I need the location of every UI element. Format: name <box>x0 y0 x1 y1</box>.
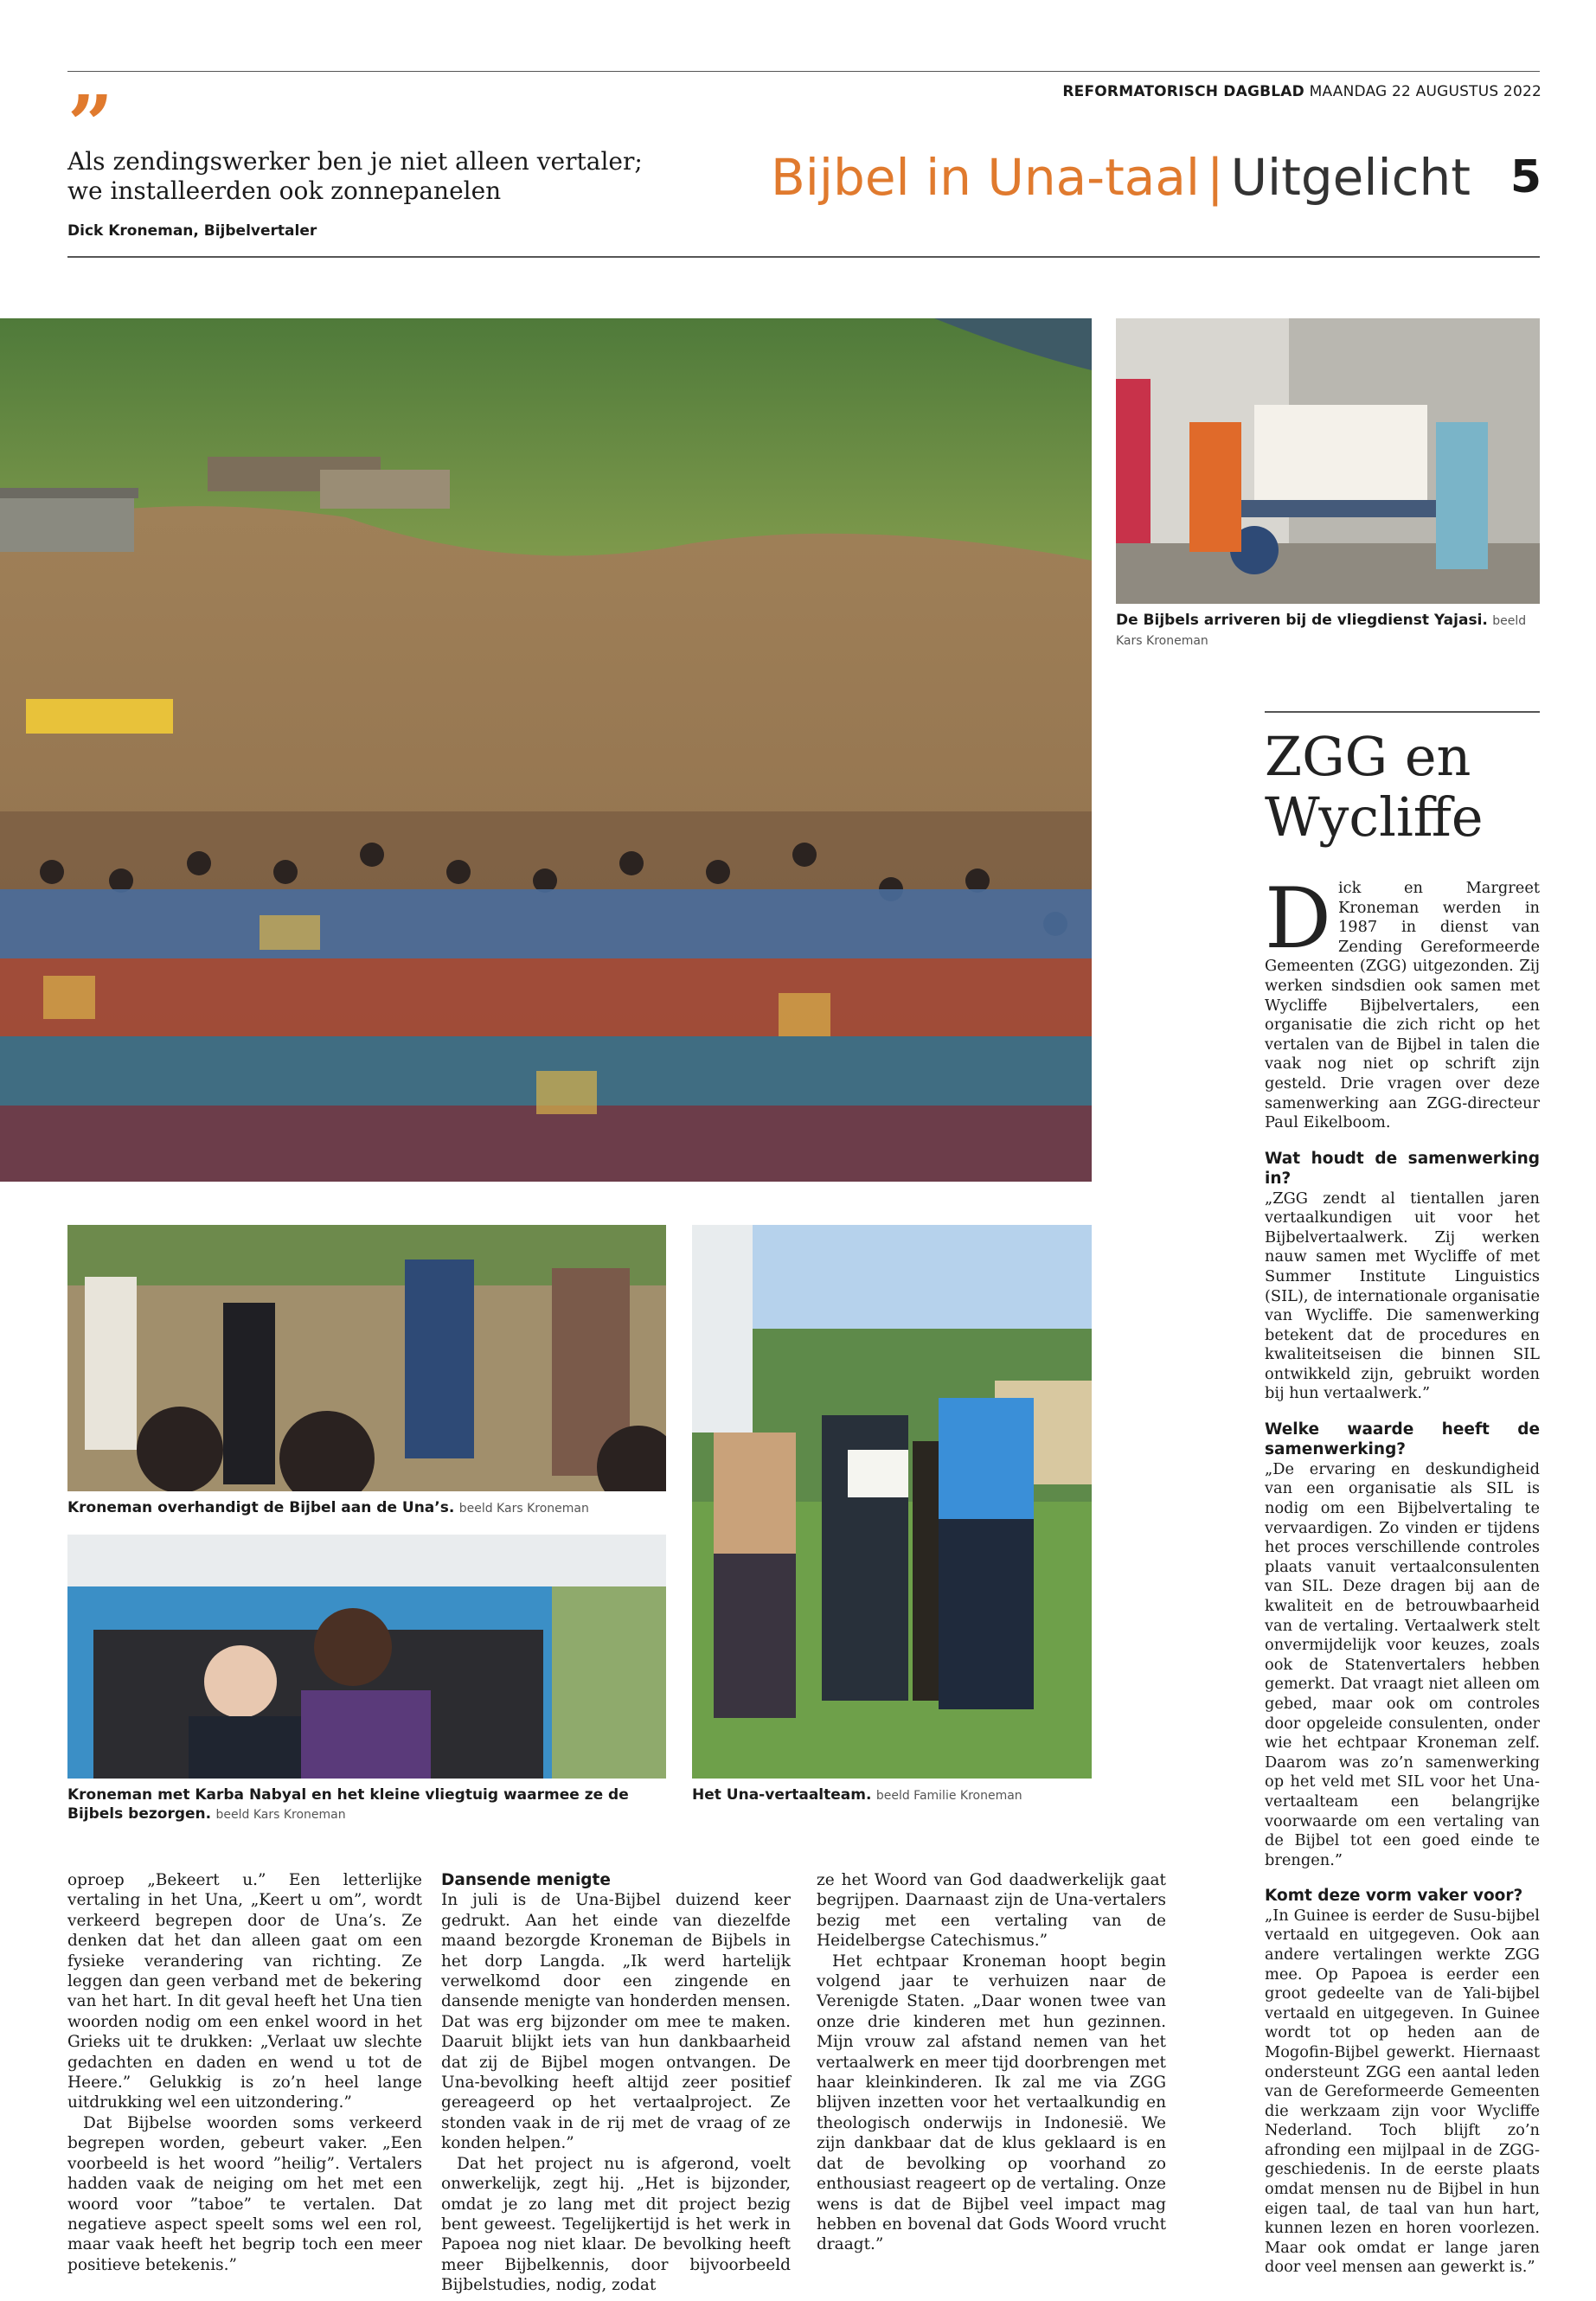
subheading: Dansende menigte <box>441 1871 611 1889</box>
sidebar-title-line2: Wycliffe <box>1265 785 1484 849</box>
photo-plane-seat <box>67 1535 666 1779</box>
caption-text: Kroneman met Karba Nabyal en het kleine vliegtuig waarmee ze de Bijbels bezorgen. <box>67 1786 629 1823</box>
sidebar-title-line1: ZGG en <box>1265 725 1471 788</box>
caption-credit: beeld Kars Kroneman <box>215 1808 346 1822</box>
article-column-1 <box>67 1870 422 2275</box>
article-column-2 <box>441 1870 791 2296</box>
photo-handover <box>67 1225 666 1491</box>
caption-text: Het Una-vertaalteam. <box>692 1786 872 1804</box>
paragraph: oproep „Bekeert u.” Een letterlijke vertaling in het Una, „Keert u om”, wordt verkeerd begrepen door de Una’s. Ze denken dat het dan alleen gaat om een fysieke verandering van richting. Ze leggen dan geen verband met de bekering van het hart. In dit geval heeft het Una tien woorden nodig om een enkel woord in het Grieks uit te drukken: „Verlaat uw slechte gedachten en daden en wend u tot de Heere.” Gelukkig is zo’n heel lange uitdrukking wel een uitzondering.” <box>67 1871 422 2112</box>
main-photo-gathering <box>0 318 1092 1182</box>
section-separator: | <box>1207 148 1224 207</box>
caption-team <box>692 1785 1092 1805</box>
paragraph: ze het Woord van God daadwerkelijk gaat begrijpen. Daarnaast zijn de Una-vertalers bezig met een vertaling van de Heidelbergse Catechismus.” <box>817 1871 1166 1951</box>
caption-plane-unload <box>1116 611 1540 651</box>
sidebar-answer-2: „De ervaring en deskundigheid van een organisatie als SIL is nodig om een Bijbelvertaling te vervaardigen. Zo vinden er tijdens het proces verschillende controles plaats vanuit vertaalconsulenten van SIL. Deze dragen bij aan de kwaliteit en de betrouwbaarheid van de vertaling. Vertaalwerk stelt onvermijdelijk voor keuzes, zoals ook de Statenvertalers hebben gemerkt. Dat vraagt niet alleen om gebed, maar ook om controles door opgeleide consulenten, onder wie het echtpaar Kroneman zelf. Daarom was zo’n samenwerking op het veld met SIL voor het Una-vertaalteam een belangrijke voorwaarde om een vertaling van de Bijbel tot een goed einde te brengen.” <box>1265 1459 1540 1869</box>
sidebar-question-1: Wat houdt de samenwerking in? <box>1265 1149 1540 1189</box>
paragraph: Dat Bijbelse woorden soms verkeerd begrepen worden, gebeurt vaker. „Een voorbeeld is het woord ”heilig”. Vertalers hadden vaak de neiging om het met een woord voor ”taboe” te vertalen. Dat negatieve aspect speelt soms wel een rol, maar vaak heeft het begrip toch een meer positieve betekenis.” <box>67 2113 422 2274</box>
caption-credit: beeld Kars Kroneman <box>458 1502 589 1516</box>
sidebar-question-2: Welke waarde heeft de samenwerking? <box>1265 1420 1540 1459</box>
paragraph: Dat het project nu is afgerond, voelt onwerkelijk, zegt hij. „Het is bijzonder, omdat je zo lang met dit project bezig bent geweest. Tegelijkertijd is het werk in Papoea nog niet klaar. De bevolking heeft meer Bijbelkennis, door bijvoorbeeld Bijbelstudies, nodig, zodat <box>441 2154 791 2295</box>
caption-text: Kroneman overhandigt de Bijbel aan de Una’s. <box>67 1499 455 1516</box>
caption-credit: beeld Familie Kroneman <box>875 1789 1022 1803</box>
sidebar-intro: ick en Margreet Kroneman werden in 1987 in dienst van Zending Gereformeerde Gemeenten (ZGG) uitgezonden. Zij werken sindsdien ook samen met Wycliffe Bijbelvertalers, een organisatie die zich richt op het vertalen van de Bijbel in talen die vaak nog niet op schrift zijn gesteld. Drie vragen over deze samenwerking aan ZGG-directeur Paul Eikelboom. <box>1265 879 1540 1132</box>
caption-text: De Bijbels arriveren bij de vliegdienst Yajasi. <box>1116 612 1488 629</box>
sidebar-title <box>1265 727 1484 848</box>
sidebar-question-3: Komt deze vorm vaker voor? <box>1265 1887 1523 1906</box>
caption-plane-seat <box>67 1785 666 1824</box>
article-column-3 <box>817 1870 1166 2255</box>
photo-team <box>692 1225 1092 1779</box>
section-title-sub: Uitgelicht <box>1230 148 1471 207</box>
paper-name: REFORMATORISCH DAGBLAD <box>1062 83 1304 100</box>
sidebar-body <box>1265 870 1540 2278</box>
page-number: 5 <box>1509 151 1542 203</box>
sidebar-answer-1: „ZGG zendt al tientallen jaren vertaalkundigen uit voor het Bijbelvertaalwerk. Zij werken nauw samen met Wycliffe of met Summer Institute Linguistics (SIL), de internationale organisatie van Wycliffe. Die samenwerking betekent dat de procedures en kwaliteitseisen die binnen SIL ontwikkeld zijn, gebruikt worden bij hun vertaalwerk.” <box>1265 1189 1540 1403</box>
paper-date: MAANDAG 22 AUGUSTUS 2022 <box>1309 83 1542 100</box>
caption-handover <box>67 1498 666 1518</box>
pull-quote: Als zendingswerker ben je niet alleen vertaler; we installeerden ook zonnepanelen <box>67 147 643 205</box>
section-title <box>771 147 1471 208</box>
caption-credit: beeld Kars Kroneman <box>1116 614 1527 648</box>
drop-cap: D <box>1265 870 1331 967</box>
paper-header <box>1062 83 1542 100</box>
paragraph: In juli is de Una-Bijbel duizend keer gedrukt. Aan het einde van diezelfde maand bezorgde Kroneman de Bijbels in het dorp Langda. „Ik werd hartelijk verwelkomd door een zingende en dansende menigte van honderden mensen. Dat was erg bijzonder om mee te maken. Daaruit blijkt iets van hun dankbaarheid dat zij de Bijbel mogen ontvangen. De Una-bevolking heeft altijd zeer positief gereageerd op het vertaalproject. Ze stonden vaak in de rij met de vraag of ze konden helpen.” <box>441 1891 791 2153</box>
quote-mark-icon: ” <box>67 78 113 171</box>
photo-plane-unload <box>1116 318 1540 604</box>
sidebar-answer-3: „In Guinee is eerder de Susu-bijbel vertaald en uitgegeven. Ook aan andere vertalingen werkte ZGG mee. Op Papoea is eerder een groot gedeelte van de Yali-bijbel vertaald en uitgegeven. In Guinee wordt tot op heden aan de Mogofin-Bijbel gewerkt. Hiernaast ondersteunt ZGG een aantal leden van de Gereformeerde Gemeenten die werkzaam zijn voor Wycliffe Nederland. Toch blijft zo’n afronding een mijlpaal in de ZGG-geschiedenis. In de eerste plaats omdat mensen nu de Bijbel in hun eigen taal, de taal van hun hart, kunnen lezen en horen voorlezen. Maar ook omdat er lange jaren door veel mensen aan gewerkt is.” <box>1265 1906 1540 2277</box>
section-title-main: Bijbel in Una-taal <box>771 148 1201 207</box>
pull-quote-author: Dick Kroneman, Bijbelvertaler <box>67 222 317 240</box>
paragraph: Het echtpaar Kroneman hoopt begin volgend jaar te verhuizen naar de Verenigde Staten. „Daar wonen twee van onze drie kinderen met hun gezinnen. Mijn vrouw zal afstand nemen van het vertaalwerk en meer tijd doorbrengen met haar kleinkinderen. Ik zal me via ZGG blijven inzetten voor het vertaalkundig en theologisch onderwijs in Indonesië. We zijn dankbaar dat de klus geklaard is en dat de bevolking op voorhand zo enthousiast reageert op de vertaling. Onze wens is dat de Bijbel veel impact mag hebben en bovenal dat Gods Woord vrucht draagt.” <box>817 1952 1166 2254</box>
